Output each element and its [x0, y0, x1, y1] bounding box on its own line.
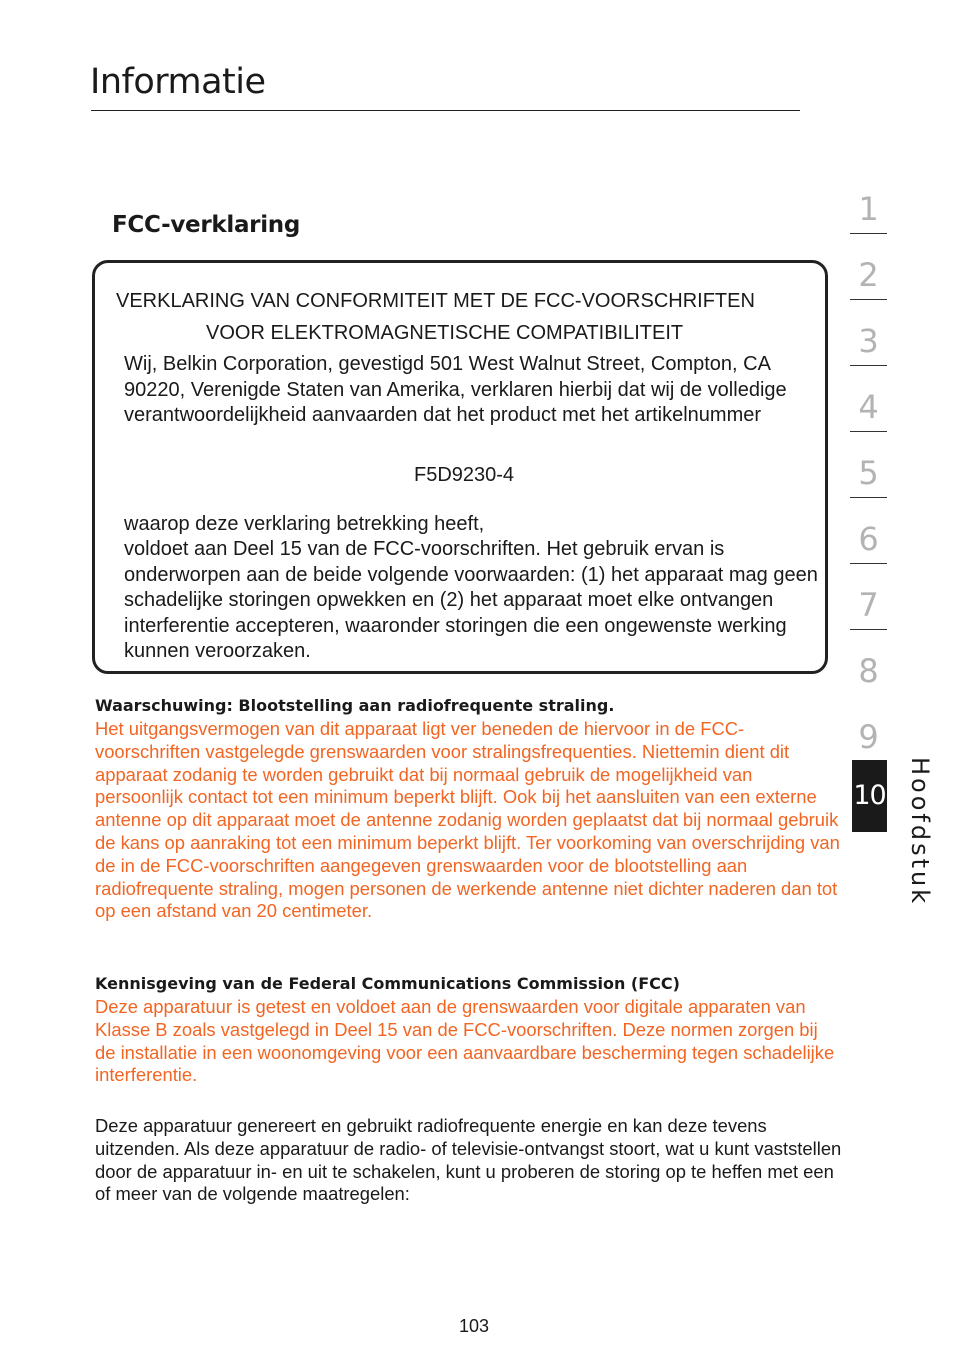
declaration-paragraph-1: Wij, Belkin Corporation, gevestigd 501 West Walnut Street, Compton, CA 90220, Verenigde Staten van Amerika, verklaren hierbij dat wij de volledige verantwoordelijkheid aanvaarden dat het product met het artikelnummer: [124, 353, 787, 426]
warning-text: Het uitgangsvermogen van dit apparaat ligt ver beneden de hiervoor in de FCC-voorschriften vastgelegde grenswaarden voor stralingsfrequenties. Niettemin dient dit apparaat zodanig te worden gebruikt dat bij normaal gebruik de mogelijkheid van persoonlijk contact tot een minimum beperkt blijft. Ook bij het aansluiten van een externe antenne op dit apparaat moet de antenne zodanig worden geplaatst dat bij normaal gebruik de kans op aanraking tot een minimum beperkt blijft. Ter voorkoming van overschrijding van de in de FCC-voorschriften aangegeven grenswaarden voor de blootstelling aan radiofrequente straling, mogen personen de werkende antenne niet dichter naderen dan tot op een afstand van 20 centimeter.: [95, 718, 840, 922]
chapter-tab-6[interactable]: 6: [850, 516, 887, 582]
body-text: Deze apparatuur genereert en gebruikt radiofrequente energie en kan deze tevens uitzenden. Als deze apparatuur de radio- of televisie-ontvangst stoort, wat u kunt vaststellen door de apparatuur in- en uit te schakelen, kunt u proberen de storing op te heffen met een of meer van de volgende maatregelen:: [95, 1115, 842, 1205]
page-number: 103: [459, 1316, 490, 1336]
section-heading: FCC-verklaring: [112, 212, 301, 238]
chapter-tab-4[interactable]: 4: [850, 384, 887, 450]
chapter-tab-1[interactable]: 1: [850, 186, 887, 252]
chapter-tab-7[interactable]: 7: [850, 582, 887, 648]
chapter-tab-8[interactable]: 8: [858, 652, 879, 690]
chapter-tab-2[interactable]: 2: [850, 252, 887, 318]
chapter-tab-3[interactable]: 3: [850, 318, 887, 384]
declaration-paragraph-2: voldoet aan Deel 15 van de FCC-voorschriften. Het gebruik ervan is onderworpen aan de beide volgende voorwaarden: (1) het apparaat mag geen schadelijke storingen opwekken en (2) het apparaat moet elke ontvangen interferentie accepteren, waaronder storingen die een ongewenste werking kunnen veroorzaken.: [124, 538, 818, 662]
chapter-tab-9[interactable]: 9: [858, 718, 879, 756]
declaration-paragraph-2-intro: waarop deze verklaring betrekking heeft,: [124, 513, 485, 535]
fcc-notice-text: Deze apparatuur is getest en voldoet aan de grenswaarden voor digitale apparaten van Klasse B zoals vastgelegd in Deel 15 van de FCC-voorschriften. Deze normen zorgen bij de installatie in een woonomgeving voor een aanvaardbare bescherming tegen schadelijke interferentie.: [95, 996, 835, 1086]
chapter-tab-5[interactable]: 5: [850, 450, 887, 516]
declaration-model-number: F5D9230-4: [414, 464, 515, 486]
chapter-tab-10-active[interactable]: 10: [852, 760, 887, 832]
chapter-label: Hoofdstuk: [906, 757, 934, 907]
page-title: Informatie: [90, 62, 266, 102]
warning-title: Waarschuwing: Blootstelling aan radiofrequente straling.: [95, 696, 615, 715]
fcc-notice-title: Kennisgeving van de Federal Communications Commission (FCC): [95, 974, 680, 993]
title-divider: [91, 110, 800, 111]
declaration-title-line1: VERKLARING VAN CONFORMITEIT MET DE FCC-VOORSCHRIFTEN: [116, 290, 755, 312]
declaration-title-line2: VOOR ELEKTROMAGNETISCHE COMPATIBILITEIT: [206, 322, 684, 344]
